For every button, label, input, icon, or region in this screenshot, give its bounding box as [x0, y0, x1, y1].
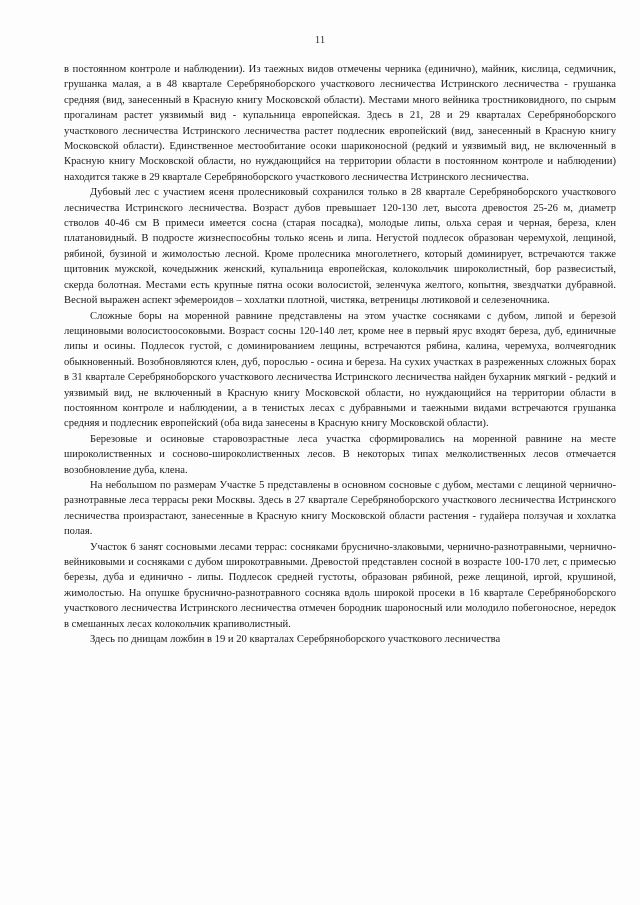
paragraph: Сложные боры на моренной равнине представлены на этом участке сосняками с дубом, липой и березой лещиновыми волосистоосоковыми. Возраст сосны 120-140 лет, кроме нее в первый ярус входят береза, дуб, единичные липы и осины. Подлесок густой, с доминированием лещины, встречаются рябина, калина, черемуха, волчеягодник обыкновенный. Возобновляются клен, дуб, порослью - осина и береза. На сухих участках в разреженных сложных борах в 31 квартале Серебряноборского участкового лесничества Истринского лесничества найден бухарник мягкий - редкий и уязвимый вид, не включенный в Красную книгу Московской области, но нуждающийся на территории области в постоянном контроле и наблюдении, а в тенистых лесах с дубравными и таежными видами встречаются грушанка средняя и подлесник европейский (оба вида занесены в Красную книгу Московской области).	[64, 310, 616, 430]
body-text	[64, 62, 616, 647]
paragraph: Дубовый лес с участием ясеня пролесниковый сохранился только в 28 квартале Серебряноборского участкового лесничества Истринского лесничества. Возраст дубов превышает 120-130 лет, высота древостоя 25-26 м, диаметр стволов 40-46 см В примеси имеется сосна (старая посадка), молодые липы, ольха серая и черная, береза, клен платановидный. В подросте жизнеспособны только ясень и липа. Негустой подлесок образован черемухой, лещиной, рябиной, бузиной и жимолостью лесной. Кроме пролесника многолетнего, который доминирует, встречаются также щитовник мужской, кочедыжник женский, купальница европейская, колокольчик широколистный, бор развесистый, скерда болотная. Местами есть крупные пятна осоки волосистой, зеленчука желтого, копытня, звездчатки дубравной. Весной выражен аспект эфемероидов – хохлатки плотной, чистяка, ветреницы лютиковой и селезеночника.	[64, 187, 616, 307]
paragraph: в постоянном контроле и наблюдении). Из таежных видов отмечены черника (единично), майник, кислица, седмичник, грушанка малая, а в 48 квартале Серебряноборского участкового лесничества Истринского лесничества - грушанка средняя (вид, занесенный в Красную книгу Московской области). Местами много вейника тростниковидного, по сырым прогалинам растет уязвимый вид - купальница европейская. Здесь в 21, 28 и 29 кварталах Серебряноборского участкового лесничества Истринского лесничества растет подлесник европейский (вид, занесенный в Красную книгу Московской области). Единственное местообитание осоки шариконосной (редкий и уязвимый вид, не включенный в Красную книгу Московской области, но нуждающийся на территории области в постоянном контроле и наблюдении) находится также в 29 квартале Серебряноборского участкового лесничества Истринского лесничества.	[64, 64, 616, 183]
paragraph: Березовые и осиновые старовозрастные леса участка сформировались на моренной равнине на месте широколиственных и сосново-широколиственных лесов. В некоторых типах мелколиственных лесов отмечается возобновление дуба, клена.	[64, 433, 616, 476]
paragraph: Участок 6 занят сосновыми лесами террас: сосняками бруснично-злаковыми, чернично-разнотравными, чернично-вейниковыми и сосняками с дубом широкотравными. Древостой представлен сосной в возрасте 100-170 лет, с примесью березы, дуба и единично - липы. Подлесок средней густоты, образован рябиной, реже лещиной, иргой, крушиной, жимолостью. На опушке бруснично-разнотравного сосняка вдоль широкой просеки в 16 квартале Серебряноборского участкового лесничества Истринского лесничества отмечен бородник шароносный или молодило побегоносное, нередок в смешанных лесах колокольчик крапиволистный.	[64, 541, 616, 630]
paragraph: На небольшом по размерам Участке 5 представлены в основном сосновые с дубом, местами с лещиной чернично-разнотравные леса террасы реки Москвы. Здесь в 27 квартале Серебряноборского участкового лесничества Истринского лесничества произрастают, занесенные в Красную книгу Московской области растения - гудайера ползучая и хохлатка полая.	[64, 479, 616, 538]
page-number: 11	[314, 34, 326, 46]
paragraph: Здесь по днищам ложбин в 19 и 20 кварталах Серебряноборского участкового лесничества	[90, 634, 501, 646]
